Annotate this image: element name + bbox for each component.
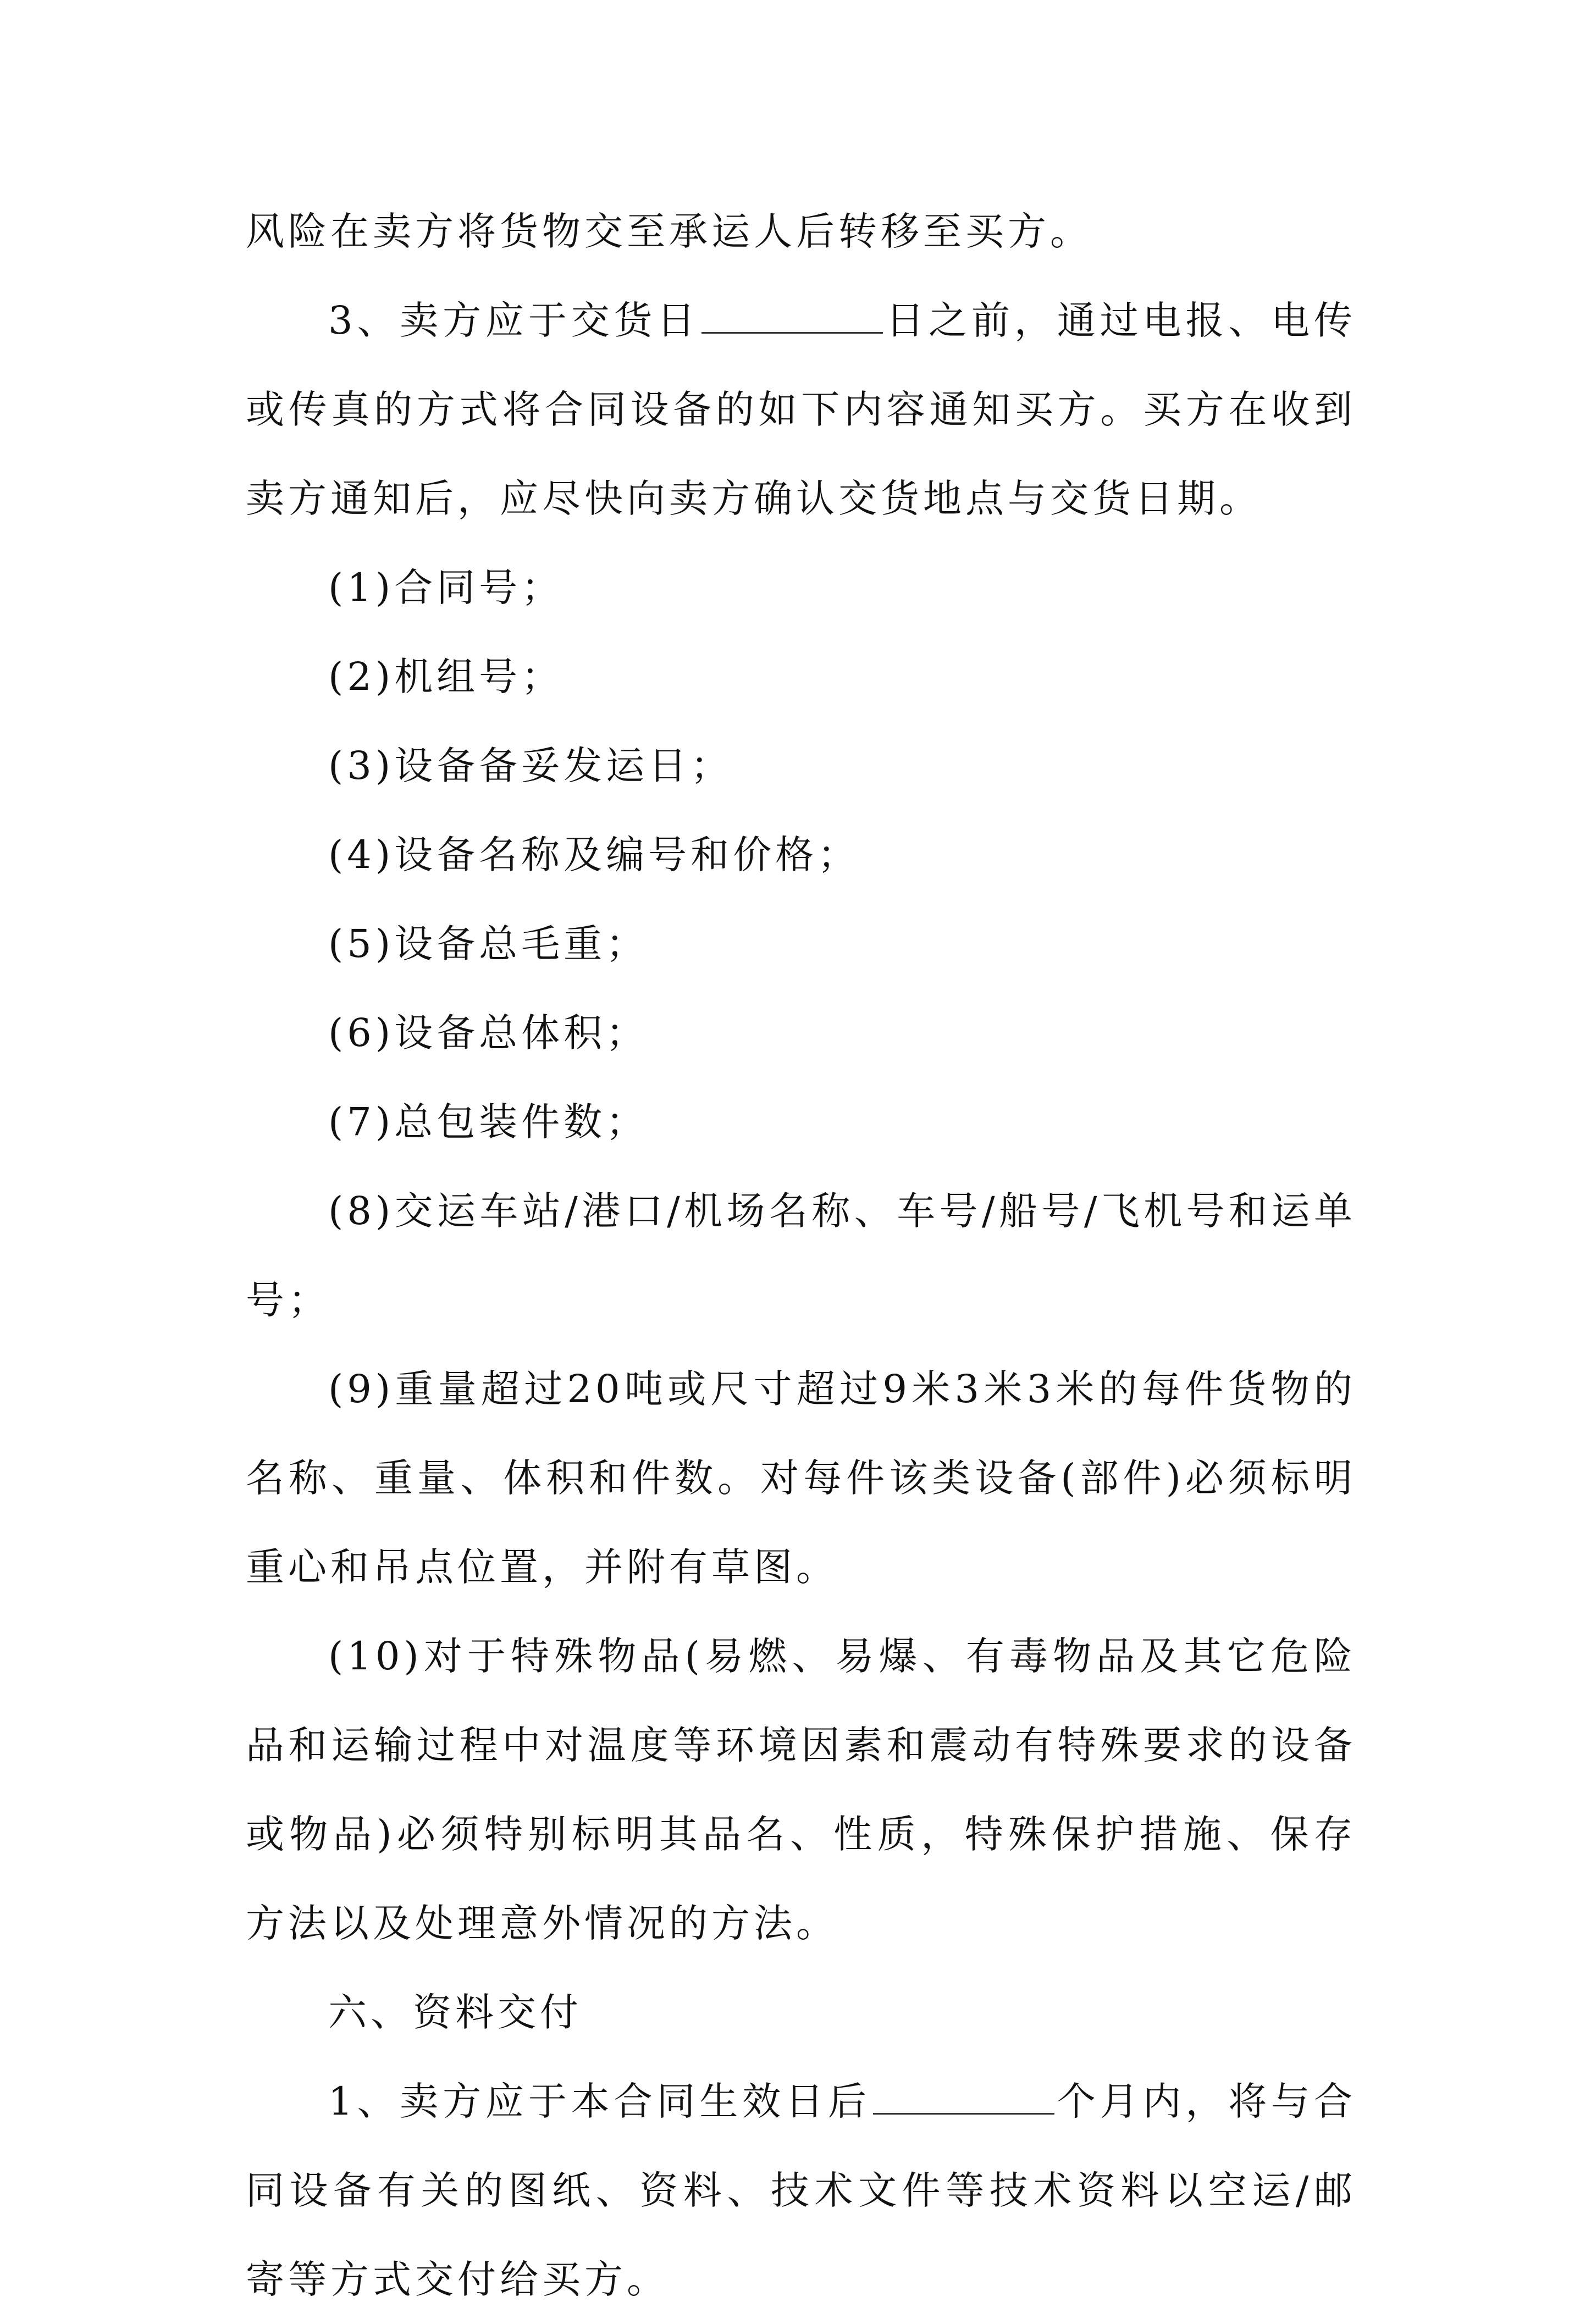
section-heading: 六、资料交付 [328, 1990, 582, 2035]
list-item-3: (3)设备备妥发运日； [328, 743, 733, 788]
list-item-1: (1)合同号； [328, 565, 564, 610]
data-delivery-rest: 个月内，将与合同设备有关的图纸、资料、技术文件等技术资料以空运/邮寄等方式交付给买方。 [246, 2079, 1356, 2302]
paragraph-data-delivery [246, 2057, 1356, 2324]
list-item-9: (9)重量超过20吨或尺寸超过9米3米3米的每件货物的名称、重量、体积和件数。对每件该类设备(部件)必须标明重心和吊点位置，并附有草图。 [246, 1366, 1356, 1590]
data-delivery-lead: 1、卖方应于本合同生效日后 [328, 2079, 871, 2124]
notice-clause-lead: 3、卖方应于交货日 [328, 298, 700, 343]
list-item-5: (5)设备总毛重； [328, 921, 649, 966]
list-item-8: (8)交运车站/港口/机场名称、车号/船号/飞机号和运单号； [246, 1188, 1356, 1323]
blank-field-months [873, 2079, 1054, 2115]
list-item-10: (10)对于特殊物品(易燃、易爆、有毒物品及其它危险品和运输过程中对温度等环境因素和震动有特殊要求的设备或物品)必须特别标明其品名、性质，特殊保护措施、保存方法以及处理意外情况的方法。 [246, 1634, 1356, 1946]
paragraph-notice-clause [246, 276, 1356, 543]
list-item-7: (7)总包装件数； [328, 1099, 649, 1144]
notice-clause-rest: 日之前，通过电报、电传或传真的方式将合同设备的如下内容通知买方。买方在收到卖方通知后，应尽快向卖方确认交货地点与交货日期。 [246, 298, 1356, 521]
blank-field-days [701, 298, 883, 334]
paragraph-continuation: 风险在卖方将货物交至承运人后转移至买方。 [246, 209, 1092, 254]
list-item-6: (6)设备总体积； [328, 1010, 649, 1055]
list-item-2: (2)机组号； [328, 654, 564, 699]
list-item-4: (4)设备名称及编号和价格； [328, 832, 860, 877]
document-body [246, 187, 1356, 2324]
